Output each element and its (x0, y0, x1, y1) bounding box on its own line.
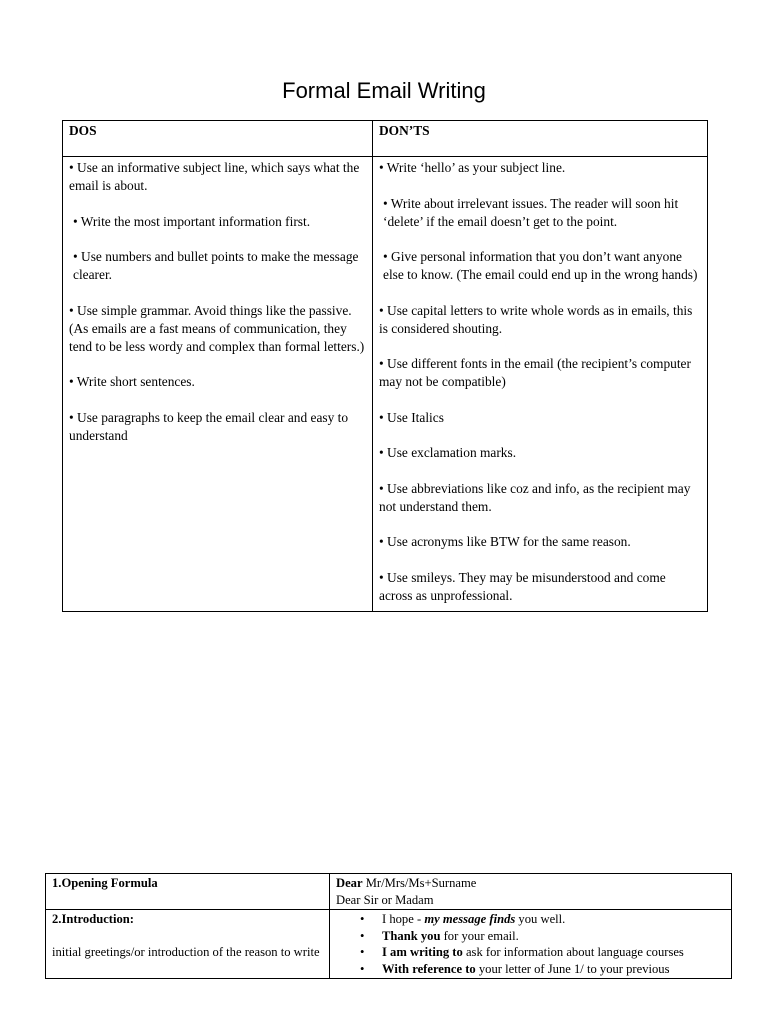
opening-formula-label: 1.Opening Formula (46, 874, 330, 910)
list-item: • Use numbers and bullet points to make the message clearer. (73, 249, 359, 282)
list-item: • I am writing to ask for information about language courses (382, 944, 725, 961)
list-item: • Thank you for your email. (382, 928, 725, 945)
list-item: • Use abbreviations like coz and info, as the recipient may not understand them. (379, 480, 691, 514)
list-item: • Use exclamation marks. (379, 445, 517, 460)
opening-formula-examples: Dear Mr/Mrs/Ms+Surname Dear Sir or Madam (330, 874, 732, 910)
list-item: • I hope - my message finds you well. (382, 911, 725, 928)
list-item: • Use different fonts in the email (the recipient’s computer may not be compatible) (379, 356, 691, 389)
list-item: • Write short sentences. (69, 374, 195, 389)
list-item: • Use an informative subject line, which says what the email is about. (69, 160, 360, 193)
list-item: • Use simple grammar. Avoid things like the passive. (As emails are a fast means of communication, they tend to be less wordy and complex than formal letters.) (69, 302, 365, 354)
donts-header: DON’TS (373, 121, 708, 157)
table-header-row (63, 121, 708, 157)
donts-cell (373, 157, 708, 612)
introduction-note: initial greetings/or introduction of the reason to write (52, 944, 320, 959)
dos-donts-table (62, 120, 708, 612)
list-item: • Write ‘hello’ as your subject line. (379, 160, 566, 175)
table-row (46, 874, 732, 910)
list-item: • Use smileys. They may be misunderstood and come across as unprofessional. (379, 569, 666, 603)
list-item: • With reference to your letter of June 1/ to your previous (382, 961, 725, 978)
dos-header: DOS (63, 121, 373, 157)
list-item: • Write the most important information first. (73, 213, 311, 229)
list-item: • Give personal information that you don’t want anyone else to know. (The email could end up in the wrong hands) (383, 249, 698, 282)
introduction-label: 2.Introduction: initial greetings/or introduction of the reason to write (46, 910, 330, 979)
list-item: • Use capital letters to write whole words as in emails, this is considered shouting. (379, 302, 693, 336)
dos-cell (63, 157, 373, 612)
email-formula-table (45, 873, 732, 979)
list-item: • Use acronyms like BTW for the same reason. (379, 534, 631, 549)
table-row (46, 910, 732, 979)
table-row (63, 157, 708, 612)
list-item: • Use Italics (379, 409, 444, 425)
introduction-examples (330, 910, 732, 979)
list-item: • Write about irrelevant issues. The reader will soon hit ‘delete’ if the email doesn’t get to the point. (383, 195, 679, 229)
page-title: Formal Email Writing (282, 78, 486, 103)
list-item: • Use paragraphs to keep the email clear and easy to understand (69, 409, 349, 443)
